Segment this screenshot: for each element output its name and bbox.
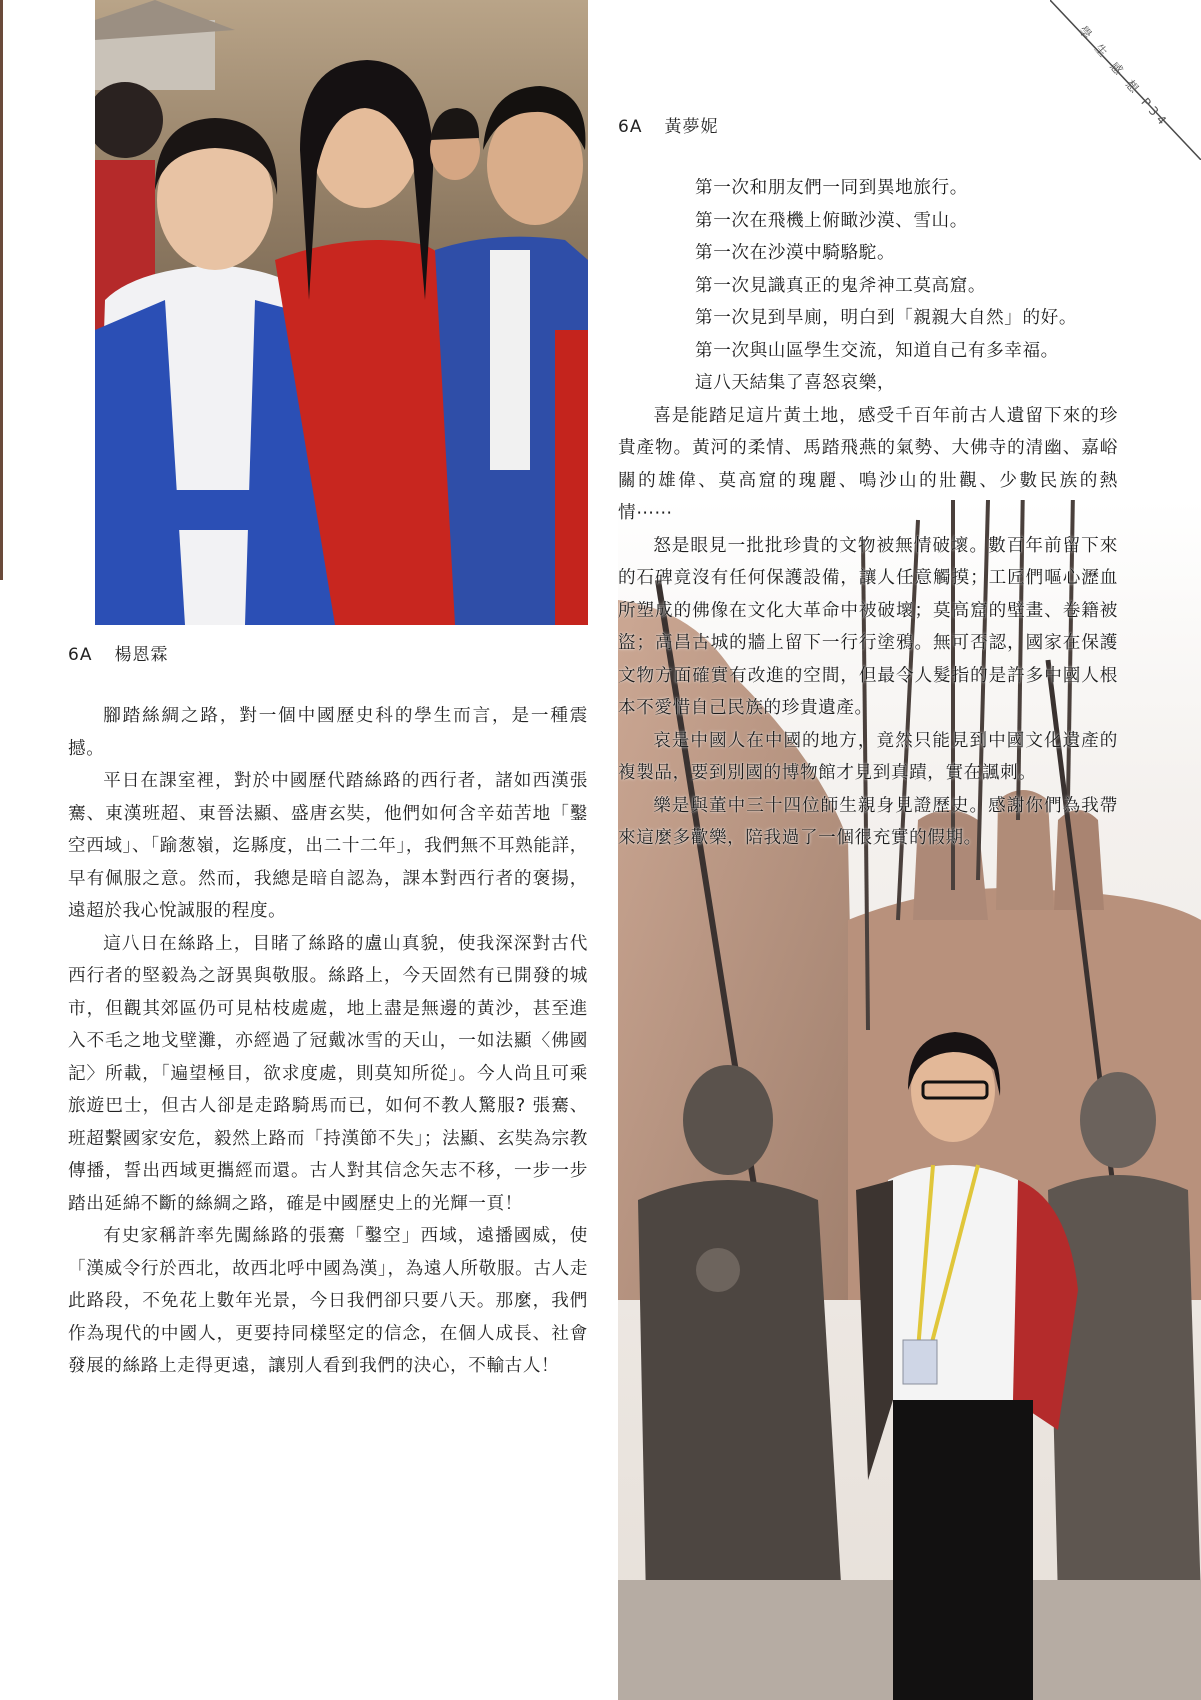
left-paragraph: 有史家稱許率先闖絲路的張騫「鑿空」西域，遠播國威，使「漢威令行於西北，故西北呼中國為漢」，為遠人所敬服。古人走此路段，不免花上數年光景，今日我們卻只要八天。那麼，我們作為現代的中國人，更要持同樣堅定的信念，在個人成長、社會發展的絲路上走得更遠，讓別人看到我們的決心，不輸古人！: [68, 1226, 588, 1376]
poem-line: 這八天結集了喜怒哀樂，: [695, 373, 896, 393]
left-article-class: 6A: [68, 645, 93, 665]
poem-line: 第一次在飛機上俯瞰沙漠、雪山。: [695, 210, 968, 231]
poem-line: 第一次見識真正的鬼斧神工莫高窟。: [695, 275, 987, 296]
poem-line: 第一次見到旱廁，明白到「親親大自然」的好。: [695, 308, 1078, 328]
right-article-class: 6A: [618, 117, 643, 137]
students-photo-illustration: [95, 0, 588, 625]
left-article-body: [68, 700, 588, 1383]
poem-line: 第一次與山區學生交流，知道自己有多幸福。: [695, 340, 1059, 361]
page-edge-strip: [0, 0, 3, 580]
poem-line: 第一次在沙漠中騎駱駝。: [695, 243, 896, 263]
right-paragraph: 喜是能踏足這片黃土地，感受千百年前古人遺留下來的珍貴產物。黃河的柔情、馬踏飛燕的氣勢、大佛寺的清幽、嘉峪關的雄偉、莫高窟的瑰麗、鳴沙山的壯觀、少數民族的熱情⋯⋯: [618, 405, 1118, 523]
right-paragraph: 樂是與董中三十四位師生親身見證歷史。感謝你們為我帶來這麼多歡樂，陪我過了一個很充實的假期。: [618, 795, 1118, 848]
left-article-author-name: 楊恩霖: [114, 645, 169, 665]
right-article-author-name: 黃夢妮: [664, 117, 719, 137]
left-paragraph: 平日在課室裡，對於中國歷代踏絲路的西行者，諸如西漢張騫、東漢班超、東晉法顯、盛唐玄奘，他們如何含辛茹苦地「鑿空西域」、「踰葱嶺，迄縣度，出二十二年」，我們無不耳熟能詳，早有佩服之意。然而，我總是暗自認為，課本對西行者的褒揚，遠超於我心悅誠服的程度。: [68, 771, 588, 921]
right-paragraph: 哀是中國人在中國的地方，竟然只能見到中國文化遺產的複製品，要到別國的博物館才見到真蹟，實在諷刺。: [618, 730, 1118, 783]
left-article-author: [68, 640, 168, 665]
right-article-body: [618, 172, 1118, 855]
students-photo: [95, 0, 588, 625]
left-paragraph: 這八日在絲路上，目睹了絲路的盧山真貌，使我深深對古代西行者的堅毅為之訝異與敬服。絲路上，今天固然有已開發的城市，但觀其郊區仍可見枯枝處處，地上盡是無邊的黃沙，甚至進入不毛之地戈壁灘，亦經過了冠戴冰雪的天山，一如法顯〈佛國記〉所載，「遍望極目，欲求度處，則莫知所從」。今人尚且可乘旅遊巴士，但古人卻是走路騎馬而已，如何不教人驚服? 張騫、班超繫國家安危，毅然上路而「持漢節不失」；法顯、玄奘為宗教傳播，誓出西域更攜經而還。古人對其信念矢志不移，一步一步踏出延綿不斷的絲綢之路，確是中國歷史上的光輝一頁！: [68, 933, 588, 1214]
poem-line: 第一次和朋友們一同到異地旅行。: [695, 178, 968, 198]
right-paragraph: 怒是眼見一批批珍貴的文物被無情破壞。數百年前留下來的石碑竟沒有任何保護設備，讓人任意觸摸；工匠們嘔心瀝血所塑成的佛像在文化大革命中被破壞；莫高窟的壁畫、卷籍被盜；高昌古城的牆上留下一行行塗鴉。無可否認，國家在保護文物方面確實有改進的空間，但最令人髮指的是許多中國人根本不愛惜自己民族的珍貴遺產。: [618, 535, 1118, 718]
left-paragraph: 腳踏絲綢之路，對一個中國歷史科的學生而言，是一種震撼。: [68, 706, 588, 759]
right-article-author: [618, 112, 718, 137]
page-label: 學 生 感 想 P34: [1075, 23, 1172, 131]
